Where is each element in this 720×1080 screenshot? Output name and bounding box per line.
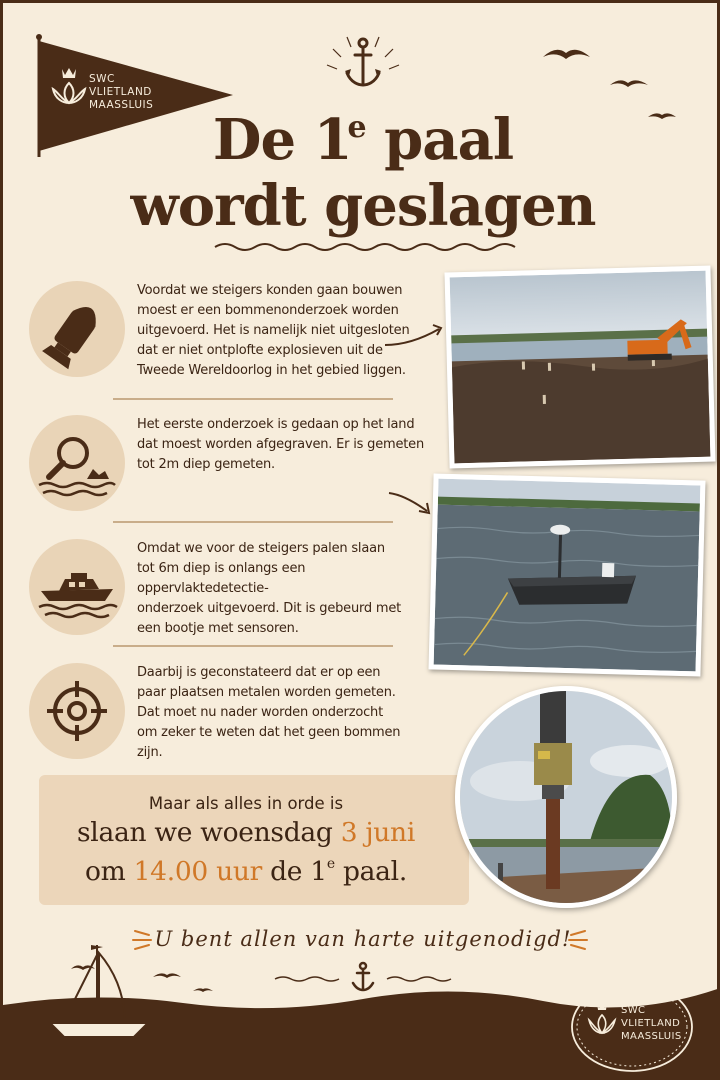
banner-date: 3 juni	[340, 817, 415, 848]
banner-time: 14.00 uur	[133, 856, 263, 887]
bomb-icon	[29, 281, 125, 377]
text-line: om zeker te weten dat het geen bommen zijn.	[137, 725, 401, 760]
section-metal-detection	[29, 663, 429, 759]
brand-line2: VLIETLAND	[89, 86, 152, 98]
wave-divider	[213, 239, 523, 255]
arrow-icon	[387, 489, 433, 519]
text-line: Tweede Wereldoorlog in het gebied liggen.	[137, 363, 406, 378]
banner-text: slaan we woensdag	[76, 817, 341, 848]
title-line1	[123, 95, 603, 173]
section-divider	[113, 398, 393, 400]
text-line: Omdat we voor de steigers palen slaan	[137, 541, 385, 556]
seal-brand	[621, 1004, 682, 1043]
text-line: onderzoek uitgevoerd. Dit is gebeurd met	[137, 601, 402, 616]
section-text	[137, 539, 427, 639]
magnifier-icon	[29, 415, 125, 511]
icon-circle	[29, 663, 125, 759]
text-line: Voordat we steigers konden gaan bouwen	[137, 283, 403, 298]
text-line: een bootje met sensoren.	[137, 621, 299, 636]
text-line: dat er niet ontplofte explosieven uit de	[137, 343, 383, 358]
anchor-icon	[323, 33, 403, 93]
banner-text: om	[85, 856, 134, 887]
text-line: tot 6m diep is onlangs een oppervlaktedetectie-	[137, 561, 306, 596]
title-line1-b: paal	[365, 107, 514, 173]
crosshair-icon	[29, 663, 125, 759]
text-line: tot 2m diep gemeten.	[137, 457, 275, 472]
photo-excavation-site	[444, 266, 715, 469]
brand-line2: VLIETLAND	[621, 1018, 681, 1029]
icon-circle	[29, 415, 125, 511]
title-line2: wordt geslagen	[130, 173, 596, 239]
banner-intro: Maar als alles in orde is	[148, 794, 344, 813]
invitation-text: U bent allen van harte uitgenodigd!	[154, 927, 572, 951]
banner-sup: e	[326, 856, 335, 872]
section-divider	[113, 521, 393, 523]
banner-text: paal.	[334, 856, 407, 887]
page-title	[123, 95, 603, 239]
title-line1-sup: e	[347, 110, 366, 145]
banner-text: de 1	[262, 856, 327, 887]
section-divider	[113, 645, 393, 647]
text-line: Het eerste onderzoek is gedaan op het land	[137, 417, 415, 432]
section-text	[137, 663, 427, 763]
boat-icon	[29, 539, 125, 635]
brand-line3: MAASSLUIS	[89, 99, 154, 111]
decor-dashes-right	[565, 927, 589, 953]
photo-pile-driver	[455, 686, 677, 908]
text-line: dat moest worden afgegraven. Er is gemeten	[137, 437, 424, 452]
section-text	[137, 415, 427, 475]
icon-circle	[29, 281, 125, 377]
banner-date-line	[41, 817, 451, 848]
arrow-icon	[383, 321, 445, 351]
section-water-survey	[29, 539, 429, 635]
photo-survey-boat	[428, 473, 705, 676]
sailboat-icon	[47, 941, 157, 1041]
brand-line3: MAASSLUIS	[621, 1031, 682, 1042]
brand-line1: SWC	[89, 73, 115, 85]
icon-circle	[29, 539, 125, 635]
text-line: Dat moet nu nader worden onderzocht	[137, 705, 383, 720]
section-land-survey	[29, 415, 429, 511]
section-bomb-survey	[29, 281, 429, 381]
brand-line1: SWC	[621, 1005, 646, 1016]
text-line: moest er een bommenonderzoek worden	[137, 303, 399, 318]
crown-lotus-logo-icon	[49, 63, 89, 107]
banner-time-line	[41, 856, 451, 887]
text-line: uitgevoerd. Het is namelijk niet uitgesloten	[137, 323, 410, 338]
text-line: paar plaatsen metalen worden gemeten.	[137, 685, 396, 700]
text-line: Daarbij is geconstateerd dat er op een	[137, 665, 381, 680]
title-line1-a: De 1	[212, 107, 352, 173]
